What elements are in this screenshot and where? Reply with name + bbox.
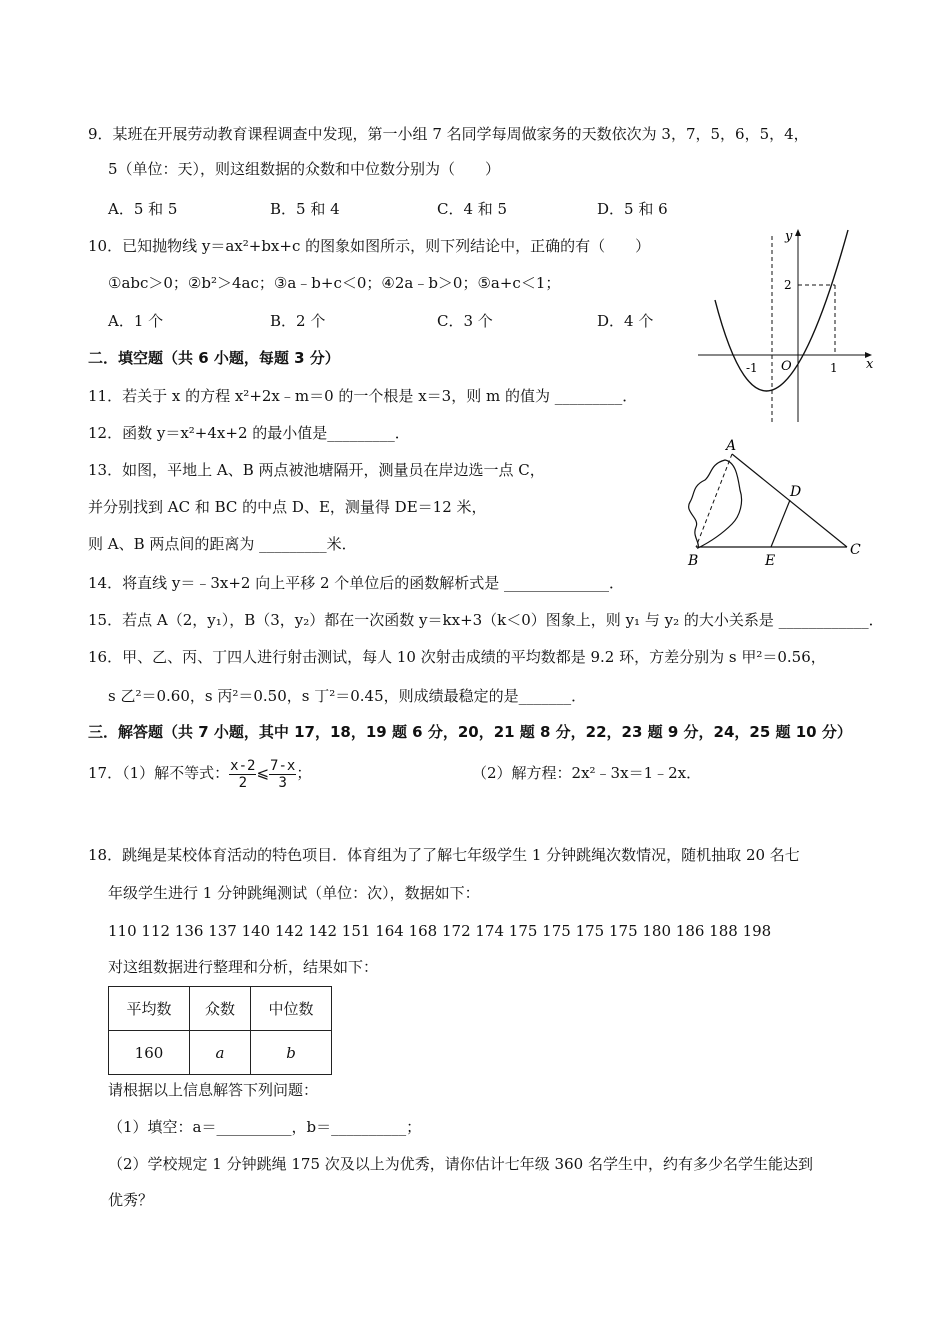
q16-line1: 16．甲、乙、丙、丁四人进行射击测试，每人 10 次射击成绩的平均数都是 9.2 环，方差分别为 s 甲²＝0.56， (88, 648, 826, 666)
q15: 15．若点 A（2，y₁），B（3，y₂）都在一次函数 y＝kx+3（k＜0）图象上，则 y₁ 与 y₂ 的大小关系是 ____________． (88, 611, 884, 629)
q13-line3: 则 A、B 两点间的距离为 _________米． (88, 535, 357, 553)
q9-option-d: D．5 和 6 (597, 200, 668, 218)
q18-data-line: 110 112 136 137 140 142 142 151 164 168 172 174 175 175 175 175 180 186 188 198 (108, 922, 772, 940)
q18-line2: 年级学生进行 1 分钟跳绳测试（单位：次），数据如下： (108, 884, 480, 902)
section2-heading: 二．填空题（共 6 小题，每题 3 分） (88, 349, 340, 367)
pond-shape (689, 460, 742, 548)
q18-analysis-intro: 对这组数据进行整理和分析，结果如下： (108, 958, 379, 976)
q11: 11．若关于 x 的方程 x²+2x﹣m＝0 的一个根是 x＝3，则 m 的值为 _________． (88, 387, 638, 405)
q17-relation: ⩽ (256, 764, 270, 782)
q16-line2: s 乙²＝0.60，s 丙²＝0.50，s 丁²＝0.45，则成绩最稳定的是_______． (108, 687, 587, 705)
table-header-mode: 众数 (190, 987, 251, 1031)
q10-line2: ①abc＞0；②b²＞4ac；③a﹣b+c＜0；④2a﹣b＞0；⑤a+c＜1； (108, 274, 561, 292)
label-c: C (850, 542, 861, 558)
q18-sub2-line2: 优秀？ (108, 1191, 154, 1209)
q9-option-a: A．5 和 5 (108, 200, 178, 218)
tick-neg1-label: -1 (746, 361, 758, 375)
table-header-mean: 平均数 (109, 987, 190, 1031)
label-a: A (726, 438, 737, 454)
label-b: B (688, 553, 699, 569)
q10-option-c: C．3 个 (437, 312, 493, 330)
y-axis-arrow (795, 229, 801, 236)
q18-sub1: （1）填空：a＝__________，b＝__________； (108, 1118, 422, 1136)
q18-stats-table (108, 986, 332, 1075)
q10-option-d: D．4 个 (597, 312, 654, 330)
q10-line1: 10．已知抛物线 y＝ax²+bx+c 的图象如图所示，则下列结论中，正确的有（ ） (88, 237, 651, 255)
q13-line2: 并分别找到 AC 和 BC 的中点 D、E，测量得 DE＝12 米， (88, 498, 487, 516)
origin-label: O (781, 359, 792, 374)
q17-frac1 (229, 758, 256, 791)
q18-prompt: 请根据以上信息解答下列问题： (108, 1081, 319, 1099)
q18-line1: 18．跳绳是某校体育活动的特色项目．体育组为了了解七年级学生 1 分钟跳绳次数情况，随机抽取 20 名七 (88, 846, 800, 864)
table-value-row (109, 1031, 332, 1075)
q17-frac2 (269, 758, 296, 791)
tick-1-label: 1 (830, 361, 838, 375)
label-e: E (765, 553, 776, 569)
section3-heading: 三．解答题（共 7 小题，其中 17，18，19 题 6 分，20，21 题 8 分，22，23 题 9 分，24，25 题 10 分） (88, 723, 852, 741)
q9-line1: 9．某班在开展劳动教育课程调查中发现，第一小组 7 名同学每周做家务的天数依次为 3，7，5，6，5，4， (88, 125, 809, 143)
table-value-median: b (251, 1031, 332, 1075)
q13-line1: 13．如图，平地上 A、B 两点被池塘隔开，测量员在岸边选一点 C， (88, 461, 545, 479)
q9-line2: 5（单位：天），则这组数据的众数和中位数分别为（ ） (108, 160, 501, 178)
q17-frac1-num: x-2 (230, 757, 256, 774)
tick-2-label: 2 (784, 278, 792, 292)
label-d: D (790, 484, 802, 500)
table-value-mean: 160 (109, 1031, 190, 1075)
y-label: y (785, 229, 793, 244)
q17-part2: （2）解方程：2x²﹣3x＝1﹣2x． (472, 764, 702, 782)
parabola-graph (690, 222, 880, 427)
q17-part1 (88, 755, 311, 791)
x-label: x (866, 357, 874, 372)
q12: 12．函数 y＝x²+4x+2 的最小值是_________． (88, 424, 410, 442)
q18-sub2-line1: （2）学校规定 1 分钟跳绳 175 次及以上为优秀，请你估计七年级 360 名学生中，约有多少名学生能达到 (108, 1155, 813, 1173)
pond-triangle-figure (680, 432, 870, 572)
q10-option-b: B．2 个 (270, 312, 326, 330)
q14: 14．将直线 y＝﹣3x+2 向上平移 2 个单位后的函数解析式是 ______________． (88, 574, 625, 592)
q10-option-a: A．1 个 (108, 312, 164, 330)
table-header-row (109, 987, 332, 1031)
q17-part1-prefix: 17．（1）解不等式： (88, 764, 230, 782)
q17-frac2-den: 3 (278, 774, 287, 791)
q9-option-b: B．5 和 4 (270, 200, 340, 218)
q17-frac1-den: 2 (238, 774, 247, 791)
q9-option-c: C．4 和 5 (437, 200, 508, 218)
q17-frac2-num: 7-x (270, 757, 296, 774)
segment-de (771, 500, 790, 547)
q17-part1-suffix: ； (296, 764, 312, 782)
table-value-mode: a (190, 1031, 251, 1075)
table-header-median: 中位数 (251, 987, 332, 1031)
segment-ab-dashed (696, 454, 732, 547)
